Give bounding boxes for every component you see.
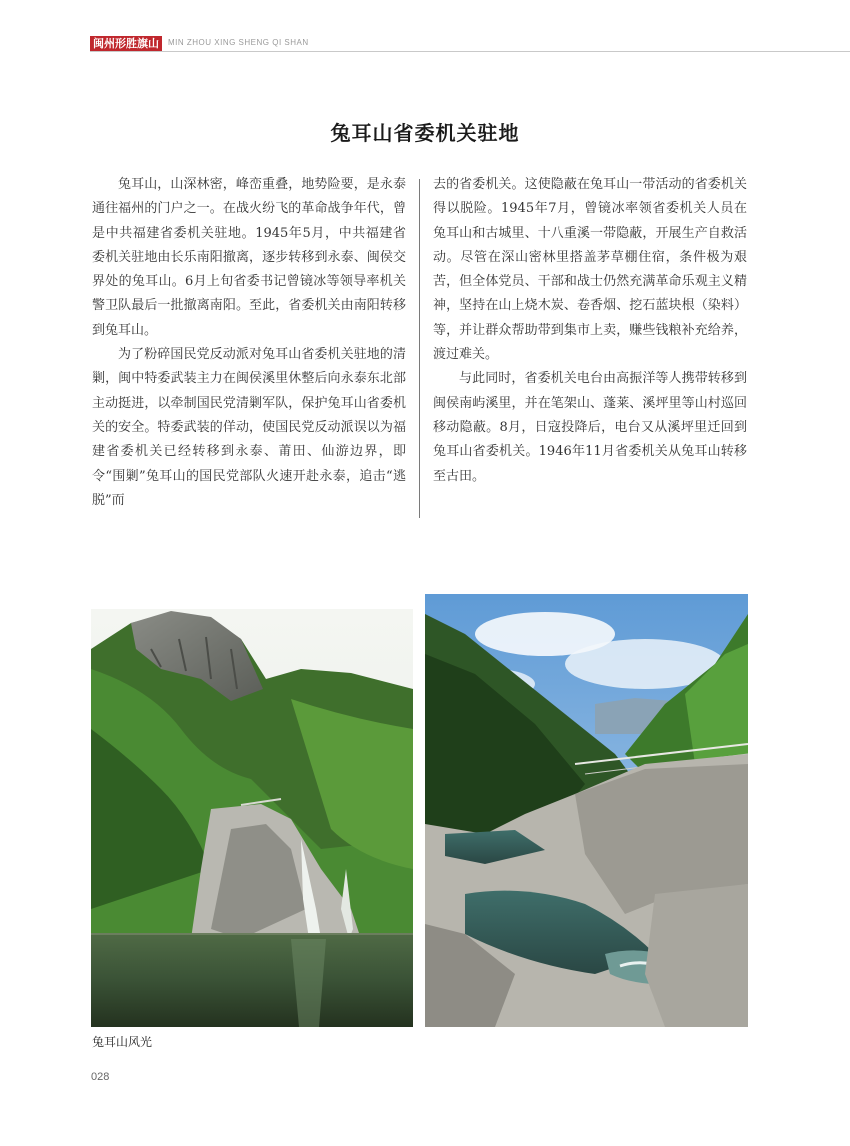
paragraph: 兔耳山，山深林密，峰峦重叠，地势险要，是永泰通往福州的门户之一。在战火纷飞的革命战争年代，曾是中共福建省委机关驻地。1945年5月，中共福建省委机关驻地由长乐南阳撤离，逐步转移到永泰、闽侯交界处的兔耳山。6月上旬省委书记曾镜冰等领导率机关警卫队最后一批撤离南阳。至此，省委机关由南阳转移到兔耳山。	[92, 177, 406, 338]
header-rule	[90, 51, 850, 52]
article-title: 兔耳山省委机关驻地	[330, 121, 520, 145]
paragraph: 与此同时，省委机关电台由高振洋等人携带转移到闽侯南屿溪里，并在笔架山、蓬莱、溪坪里等山村巡回移动隐蔽。8月，日寇投降后，电台又从溪坪里迁回到兔耳山省委机关。1946年11月省委机关从兔耳山转移至古田。	[433, 371, 747, 484]
section-tag: 闽州形胜旗山	[90, 36, 162, 52]
running-header	[90, 36, 850, 52]
waterfall-cliff-photo	[91, 609, 413, 1027]
left-text-column	[92, 173, 406, 513]
column-divider	[419, 179, 420, 518]
section-subtitle: MIN ZHOU XING SHENG QI SHAN	[168, 38, 309, 47]
paragraph: 为了粉碎国民党反动派对兔耳山省委机关驻地的清剿，闽中特委武装主力在闽侯溪里休整后向永泰东北部主动挺进，以牵制国民党清剿军队，保护兔耳山省委机关的安全。特委武装的佯动，使国民党反动派误以为福建省委机关已经转移到永泰、莆田、仙游边界，即令“围剿”兔耳山的国民党部队火速开赴永泰，追击“逃脱”而	[92, 347, 406, 508]
page-number: 028	[91, 1071, 110, 1083]
paragraph: 去的省委机关。这使隐蔽在兔耳山一带活动的省委机关得以脱险。1945年7月，曾镜冰率领省委机关人员在兔耳山和古城里、十八重溪一带隐蔽，开展生产自救活动。尽管在深山密林里搭盖茅草棚住宿，条件极为艰苦，但全体党员、干部和战士仍然充满革命乐观主义精神，坚持在山上烧木炭、卷香烟、挖石蓝块根（染料）等，并让群众帮助带到集市上卖，赚些钱粮补充给养，渡过难关。	[433, 177, 747, 363]
photo-caption: 兔耳山风光	[92, 1035, 153, 1049]
right-text-column	[433, 173, 747, 489]
mountain-stream-photo	[425, 594, 748, 1027]
